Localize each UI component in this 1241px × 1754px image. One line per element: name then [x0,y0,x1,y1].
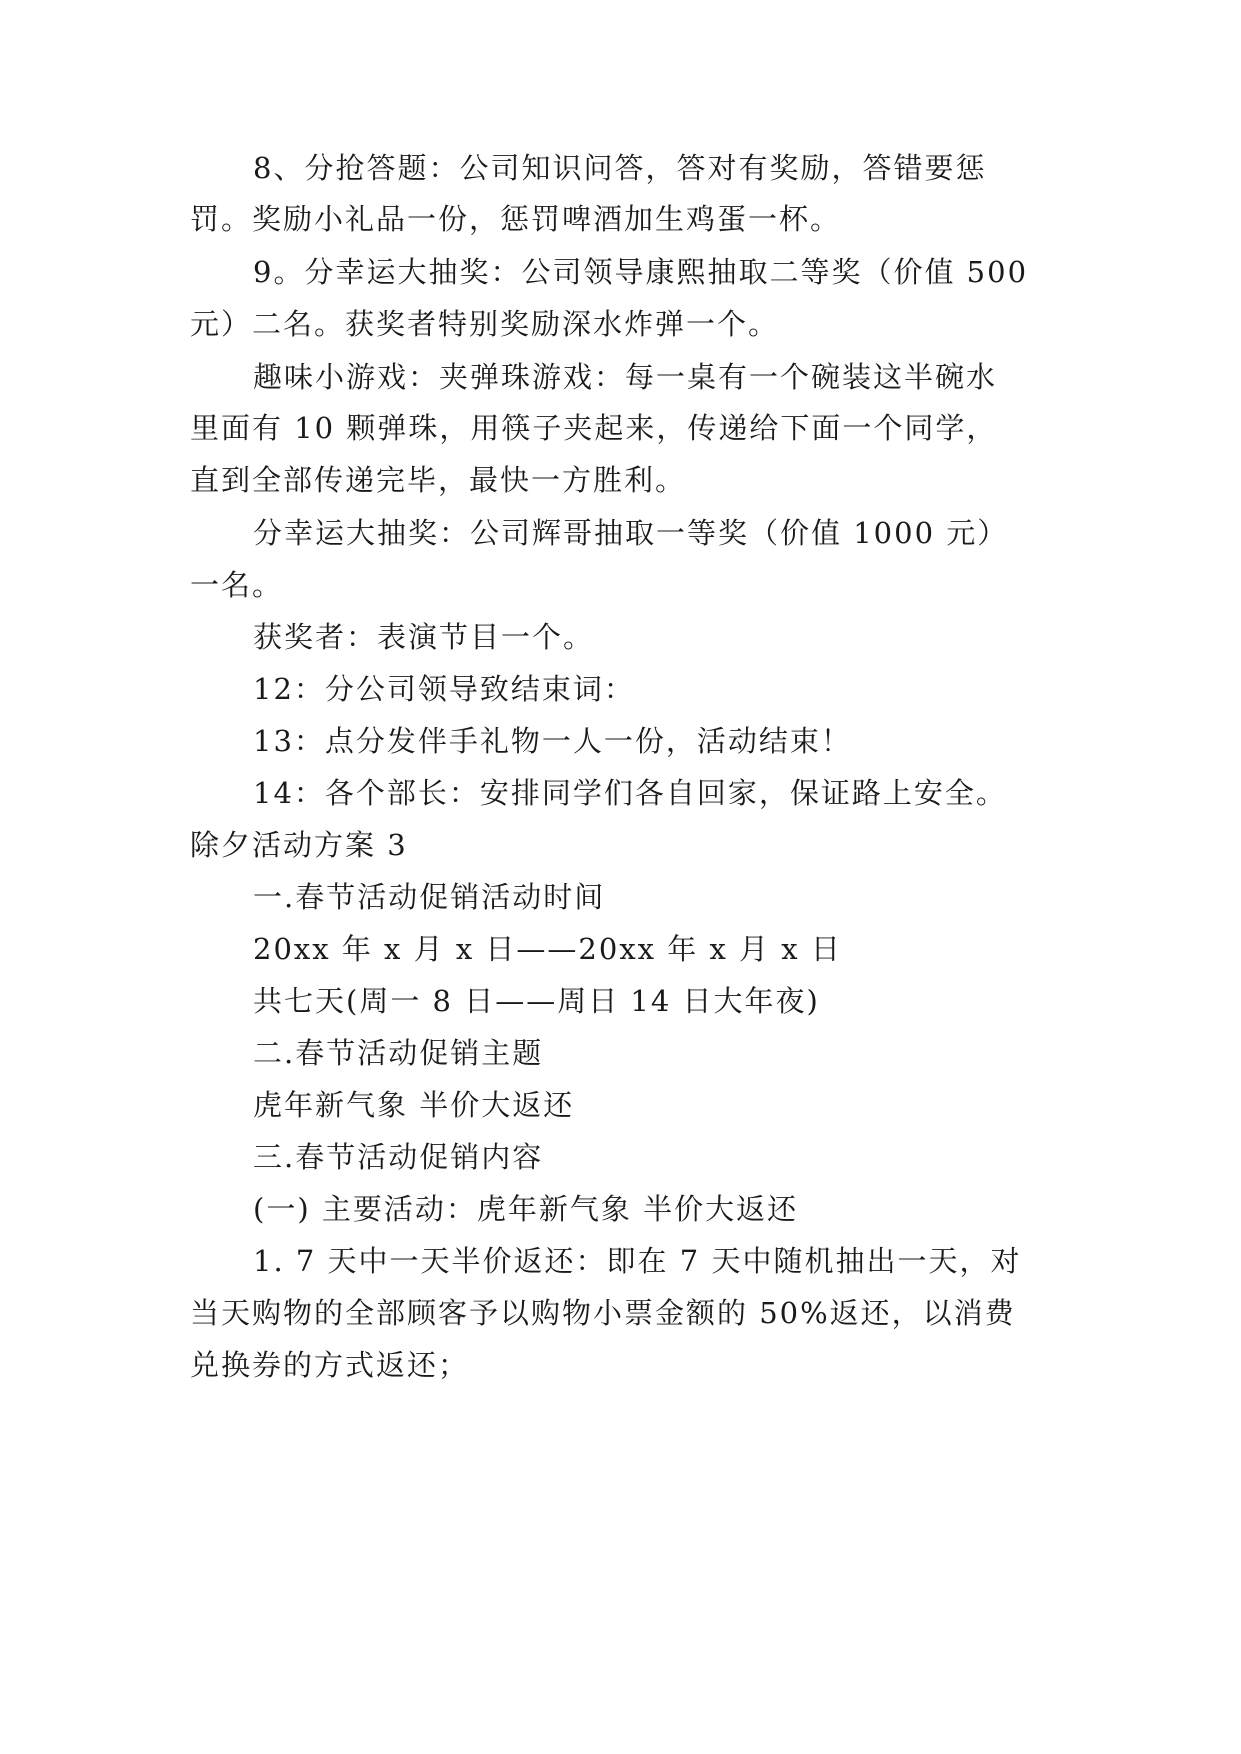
text-line: 8、分抢答题：公司知识问答，答对有奖励，答错要惩 [253,151,987,185]
text-line: 直到全部传递完毕，最快一方胜利。 [190,463,687,497]
text-line: 一.春节活动促销活动时间 [253,880,606,914]
text-line: 共七天(周一 8 日——周日 14 日大年夜) [253,984,820,1018]
text-line: 兑换券的方式返还； [190,1348,470,1382]
text-line: 当天购物的全部顾客予以购物小票金额的 50%返还，以消费 [190,1296,1016,1330]
text-line: 获奖者：表演节目一个。 [253,620,595,654]
text-line: 趣味小游戏：夹弹珠游戏：每一桌有一个碗装这半碗水 [253,360,998,394]
text-line: 里面有 10 颗弹珠，用筷子夹起来，传递给下面一个同学， [190,411,998,445]
text-line: (一) 主要活动：虎年新气象 半价大返还 [253,1192,799,1226]
text-line: 二.春节活动促销主题 [253,1036,544,1070]
text-line: 分幸运大抽奖：公司辉哥抽取一等奖（价值 1000 元） [253,516,1009,550]
text-line: 罚。奖励小礼品一份，惩罚啤酒加生鸡蛋一杯。 [190,202,842,236]
text-line: 元）二名。获奖者特别奖励深水炸弹一个。 [190,307,780,341]
section-heading: 除夕活动方案 3 [190,828,408,862]
text-line: 14：各个部长：安排同学们各自回家，保证路上安全。 [253,776,1007,810]
text-line: 1. 7 天中一天半价返还：即在 7 天中随机抽出一天，对 [253,1244,1022,1278]
text-line: 20xx 年 x 月 x 日——20xx 年 x 月 x 日 [253,932,842,966]
text-line: 9。分幸运大抽奖：公司领导康熙抽取二等奖（价值 500 [253,255,1029,289]
text-line: 三.春节活动促销内容 [253,1140,544,1174]
text-line: 12：分公司领导致结束词： [253,672,635,706]
text-line: 一名。 [190,568,284,602]
text-line: 13：点分发伴手礼物一人一份，活动结束！ [253,724,852,758]
text-line: 虎年新气象 半价大返还 [253,1088,575,1122]
